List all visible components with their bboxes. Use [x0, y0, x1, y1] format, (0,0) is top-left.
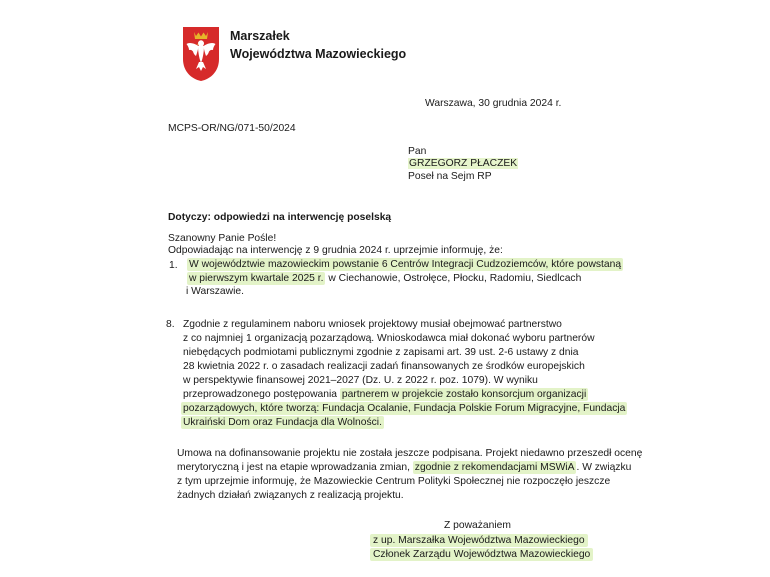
point8-line7 [181, 402, 627, 416]
recipient-name-text: GRZEGORZ PŁACZEK [409, 158, 518, 169]
place-and-date: Warszawa, 30 grudnia 2024 r. [425, 98, 562, 109]
closing-line1: Umowa na dofinansowanie projektu nie została jeszcze podpisana. Projekt niedawno przeszedł ocenę [177, 448, 643, 459]
closing-line2-rest: . W związku [576, 462, 632, 473]
intro-sentence: Odpowiadając na interwencję z 9 grudnia 2024 r. uprzejmie informuję, że: [168, 245, 503, 256]
point8-line8-highlight: Ukraiński Dom oraz Fundacja dla Wolności. [183, 417, 382, 428]
point1-line3: i Warszawie. [186, 286, 244, 297]
organization-name-line2: Województwa Mazowieckiego [230, 47, 407, 61]
mazovia-coat-of-arms-logo [181, 25, 221, 82]
closing-line2-highlight: zgodnie z rekomendacjami MSWiA [414, 462, 575, 473]
subject-line: Dotyczy: odpowiedzi na interwencję poselską [168, 212, 392, 223]
point1-line2-highlight: w pierwszym kwartale 2025 r. [189, 273, 324, 284]
recipient-salutation: Pan [408, 146, 427, 157]
closing-line2 [177, 461, 631, 475]
recipient-name [408, 157, 518, 171]
point8-number: 8. [166, 319, 175, 330]
signature-line1-highlight: z up. Marszałka Województwa Mazowieckiego [370, 534, 588, 547]
point8-line6-highlight: partnerem w projekcie zostało konsorcjum organizacji [341, 389, 587, 400]
signature-line2-highlight: Członek Zarządu Województwa Mazowieckiego [370, 548, 593, 561]
organization-name-line1: Marszałek [230, 29, 290, 43]
point8-line1: Zgodnie z regulaminem naboru wniosek projektowy musiał obejmować partnerstwo [183, 319, 562, 330]
point1-line2 [184, 271, 584, 287]
point8-line6 [183, 388, 588, 402]
signature-regards: Z poważaniem [444, 520, 511, 531]
point8-line4: 28 kwietnia 2022 r. o zasadach realizacji zadań finansowanych ze środków europejskich [183, 361, 585, 372]
greeting: Szanowny Panie Pośle! [168, 233, 277, 244]
point8-line8 [181, 416, 384, 430]
point1-line1-highlight: W województwie mazowieckim powstanie 6 Centrów Integracji Cudzoziemców, które powstaną [189, 259, 622, 270]
point1-line2-rest: w Ciechanowie, Ostrołęce, Płocku, Radomiu, Siedlcach [325, 273, 582, 284]
point8-line2: z co najmniej 1 organizacją pozarządową. Wnioskodawca miał dokonać wyboru partnerów [183, 333, 595, 344]
point8-line3: niebędących podmiotami publicznymi zgodnie z zapisami art. 39 ust. 2-6 ustawy z dnia [183, 347, 579, 358]
point1-number: 1. [169, 260, 178, 271]
point8-line6-plain: przeprowadzonego postępowania [183, 389, 340, 400]
closing-line2-plain: merytoryczną i jest na etapie wprowadzania zmian, [177, 462, 413, 473]
closing-line4: żadnych działań związanych z realizacją projektu. [177, 490, 404, 501]
point8-line7-highlight: pozarządowych, które tworzą: Fundacja Ocalanie, Fundacja Polskie Forum Migracyjne, Fundacja [183, 403, 626, 414]
recipient-title: Poseł na Sejm RP [408, 171, 492, 182]
signature-line2 [366, 547, 597, 563]
reference-number: MCPS-OR/NG/071-50/2024 [168, 123, 296, 134]
point8-line5: w perspektywie finansowej 2021–2027 (Dz. U. z 2022 r. poz. 1079). W wyniku [183, 375, 538, 386]
closing-line3: z tym uprzejmie informuję, że Mazowieckie Centrum Polityki Społecznej nie rozpoczęło jeszcze [177, 476, 611, 487]
